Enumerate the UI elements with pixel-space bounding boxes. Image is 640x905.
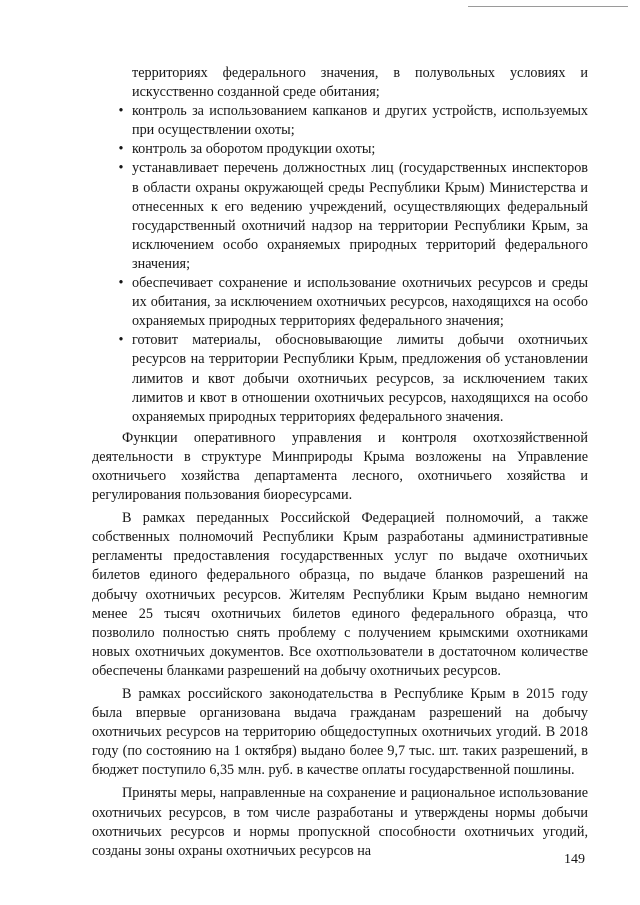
- page-number: 149: [564, 852, 585, 867]
- list-item: [92, 274, 588, 331]
- paragraph: В рамках переданных Российской Федерацией полномочий, а также собственных полномочий Республики Крым разработаны административные регламенты предоставления государственных услуг по выдаче охотничьих билетов единого федерального образца, по выдаче бланков разрешений на добычу охотничьих ресурсов. Жителям Республики Крым выдано немногим менее 25 тысяч охотничьих билетов единого федерального образца, что позволило полностью снять проблему с получением крымскими охотниками новых охотничьих документов. Все охотпользователи в достаточном количестве обеспечены бланками разрешений на добычу охотничьих ресурсов.: [92, 510, 588, 679]
- list-item: [92, 102, 588, 140]
- list-item: [92, 331, 588, 426]
- list-item: [92, 140, 588, 159]
- list-item-text: устанавливает перечень должностных лиц (государственных инспекторов в области охраны окружающей среды Республики Крым) Министерства и отнесенных к его ведению учреждений, осуществляющих федеральный государственный охотничий надзор на территории Республики Крым, за исключением особо охраняемых природных территорий федерального значения;: [132, 160, 588, 272]
- bullet-icon: •: [118, 275, 124, 292]
- paragraph: В рамках российского законодательства в Республике Крым в 2015 году была впервые организована выдача гражданам разрешений на добычу охотничьих ресурсов на территорию общедоступных охотничьих угодий. В 2018 году (по состоянию на 1 октября) выдано более 9,7 тыс. шт. таких разрешений, в бюджет поступило 6,35 млн. руб. в качестве оплаты государственной пошлины.: [92, 686, 588, 779]
- bullet-icon: •: [118, 332, 124, 349]
- list-item-text: контроль за оборотом продукции охоты;: [132, 141, 376, 158]
- document-page: [92, 64, 588, 861]
- paragraph: Приняты меры, направленные на сохранение и рациональное использование охотничьих ресурсов, в том числе разработаны и утверждены нормы добычи охотничьих ресурсов и нормы пропускной способности охотничьих угодий, созданы зоны охраны охотничьих ресурсов на: [92, 785, 588, 859]
- list-item-text: обеспечивает сохранение и использование охотничьих ресурсов и среды их обитания, за исключением охотничьих ресурсов, находящихся на особо охраняемых природных территориях федерального значения;: [132, 275, 588, 330]
- bullet-icon: •: [118, 141, 124, 158]
- intro-text: территориях федерального значения, в полувольных условиях и искусственно созданной среде обитания;: [132, 65, 588, 101]
- list-item-text: готовит материалы, обосновывающие лимиты добычи охотничьих ресурсов на территории Республики Крым, предложения об установлении лимитов и квот добычи охотничьих ресурсов, за исключением таких лимитов и квот в отношении охотничьих ресурсов, находящихся на особо охраняемых природных территориях федерального значения.: [132, 332, 588, 425]
- bullet-icon: •: [118, 103, 124, 120]
- top-rule: [468, 6, 628, 7]
- bullet-icon: •: [118, 160, 124, 177]
- paragraph: Функции оперативного управления и контроля охотхозяйственной деятельности в структуре Минприроды Крыма возложены на Управление охотничьего хозяйства департамента лесного, охотничьего хозяйства и регулирования пользования биоресурсами.: [92, 429, 588, 504]
- list-item-text: контроль за использованием капканов и других устройств, используемых при осуществлении охоты;: [132, 103, 588, 139]
- list-item: [92, 159, 588, 274]
